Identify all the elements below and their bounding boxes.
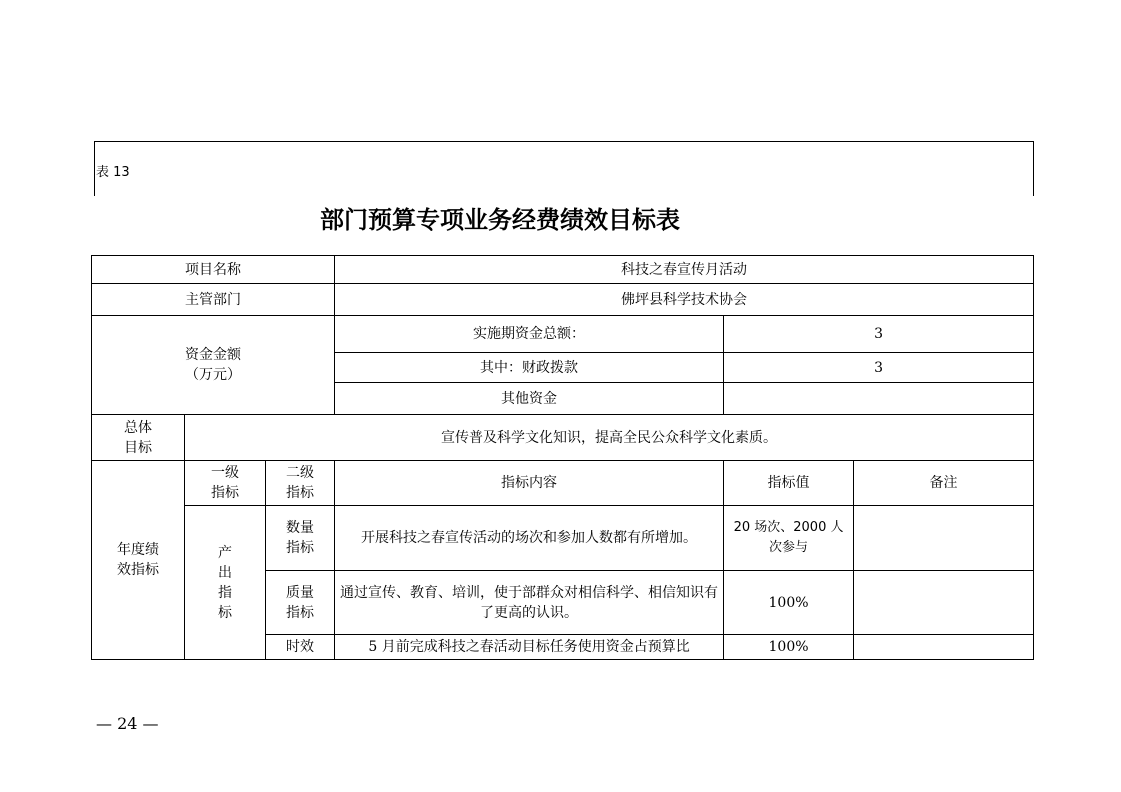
funds-other-label: 其他资金 [335,383,724,415]
row-department [92,284,1034,316]
row-funds-total [92,316,1034,353]
funds-other-value [724,383,1034,415]
funds-fiscal-value: 3 [724,353,1034,383]
department-value: 佛坪县科学技术协会 [335,284,1034,316]
indicator-value: 100% [724,571,854,635]
level2-cell [266,571,335,635]
level2-line1: 数量 [286,520,315,536]
annual-indicators-label-cell [92,461,185,660]
annual-indicators-line2: 效指标 [117,562,159,578]
row-overall-goal [92,415,1034,461]
indicator-content: 5 月前完成科技之春活动目标任务使用资金占预算比 [335,635,724,660]
goal-label-line2: 目标 [124,439,152,456]
indicator-remark [854,571,1034,635]
department-label: 主管部门 [92,284,335,316]
header-remark: 备注 [854,461,1034,506]
performance-table [91,255,1034,660]
indicator-remark [854,635,1034,660]
table-number: 表 13 [96,165,130,180]
goal-text: 宣传普及科学文化知识，提高全民公众科学文化素质。 [185,415,1034,461]
level2-cell [266,635,335,660]
indicator-content: 开展科技之春宣传活动的场次和参加人数都有所增加。 [335,506,724,571]
funds-unit: （万元） [185,367,242,383]
level2-line1: 时效 [286,639,315,655]
header-level2-cell [266,461,335,506]
goal-label-cell [92,415,185,461]
annual-indicators-line1: 年度绩 [117,542,159,558]
level2-line1: 质量 [286,584,315,601]
output-indicator-label: 产出指标 [218,544,232,621]
project-name-value: 科技之春宣传月活动 [335,256,1034,284]
output-indicator-cell [185,506,266,660]
indicator-value: 100% [724,635,854,660]
header-level1-line2: 指标 [211,485,239,501]
indicator-content: 通过宣传、教育、培训，使于部群众对相信科学、相信知识有了更高的认识。 [335,571,724,635]
page-title: 部门预算专项业务经费绩效目标表 [320,206,680,234]
page-number: — 24 — [96,714,159,733]
funds-label-cell [92,316,335,415]
level2-cell [266,506,335,571]
funds-total-value: 3 [724,316,1034,353]
header-content: 指标内容 [335,461,724,506]
row-project-name [92,256,1034,284]
funds-fiscal-label: 其中：财政拨款 [335,353,724,383]
header-level2-line2: 指标 [286,485,315,501]
header-level1-cell [185,461,266,506]
level2-line2: 指标 [286,604,315,621]
level2-line2: 指标 [286,540,315,556]
header-level1-line1: 一级 [211,465,239,481]
goal-label-line1: 总体 [124,419,152,436]
indicator-value: 20 场次、2000 人次参与 [724,506,854,571]
table-row [92,506,1034,571]
project-name-label: 项目名称 [92,256,335,284]
funds-label: 资金金额 [185,347,242,363]
funds-total-label: 实施期资金总额： [335,316,724,353]
table-frame [94,141,1034,196]
header-level2-line1: 二级 [286,465,315,481]
row-indicator-headers [92,461,1034,506]
header-value: 指标值 [724,461,854,506]
indicator-remark [854,506,1034,571]
